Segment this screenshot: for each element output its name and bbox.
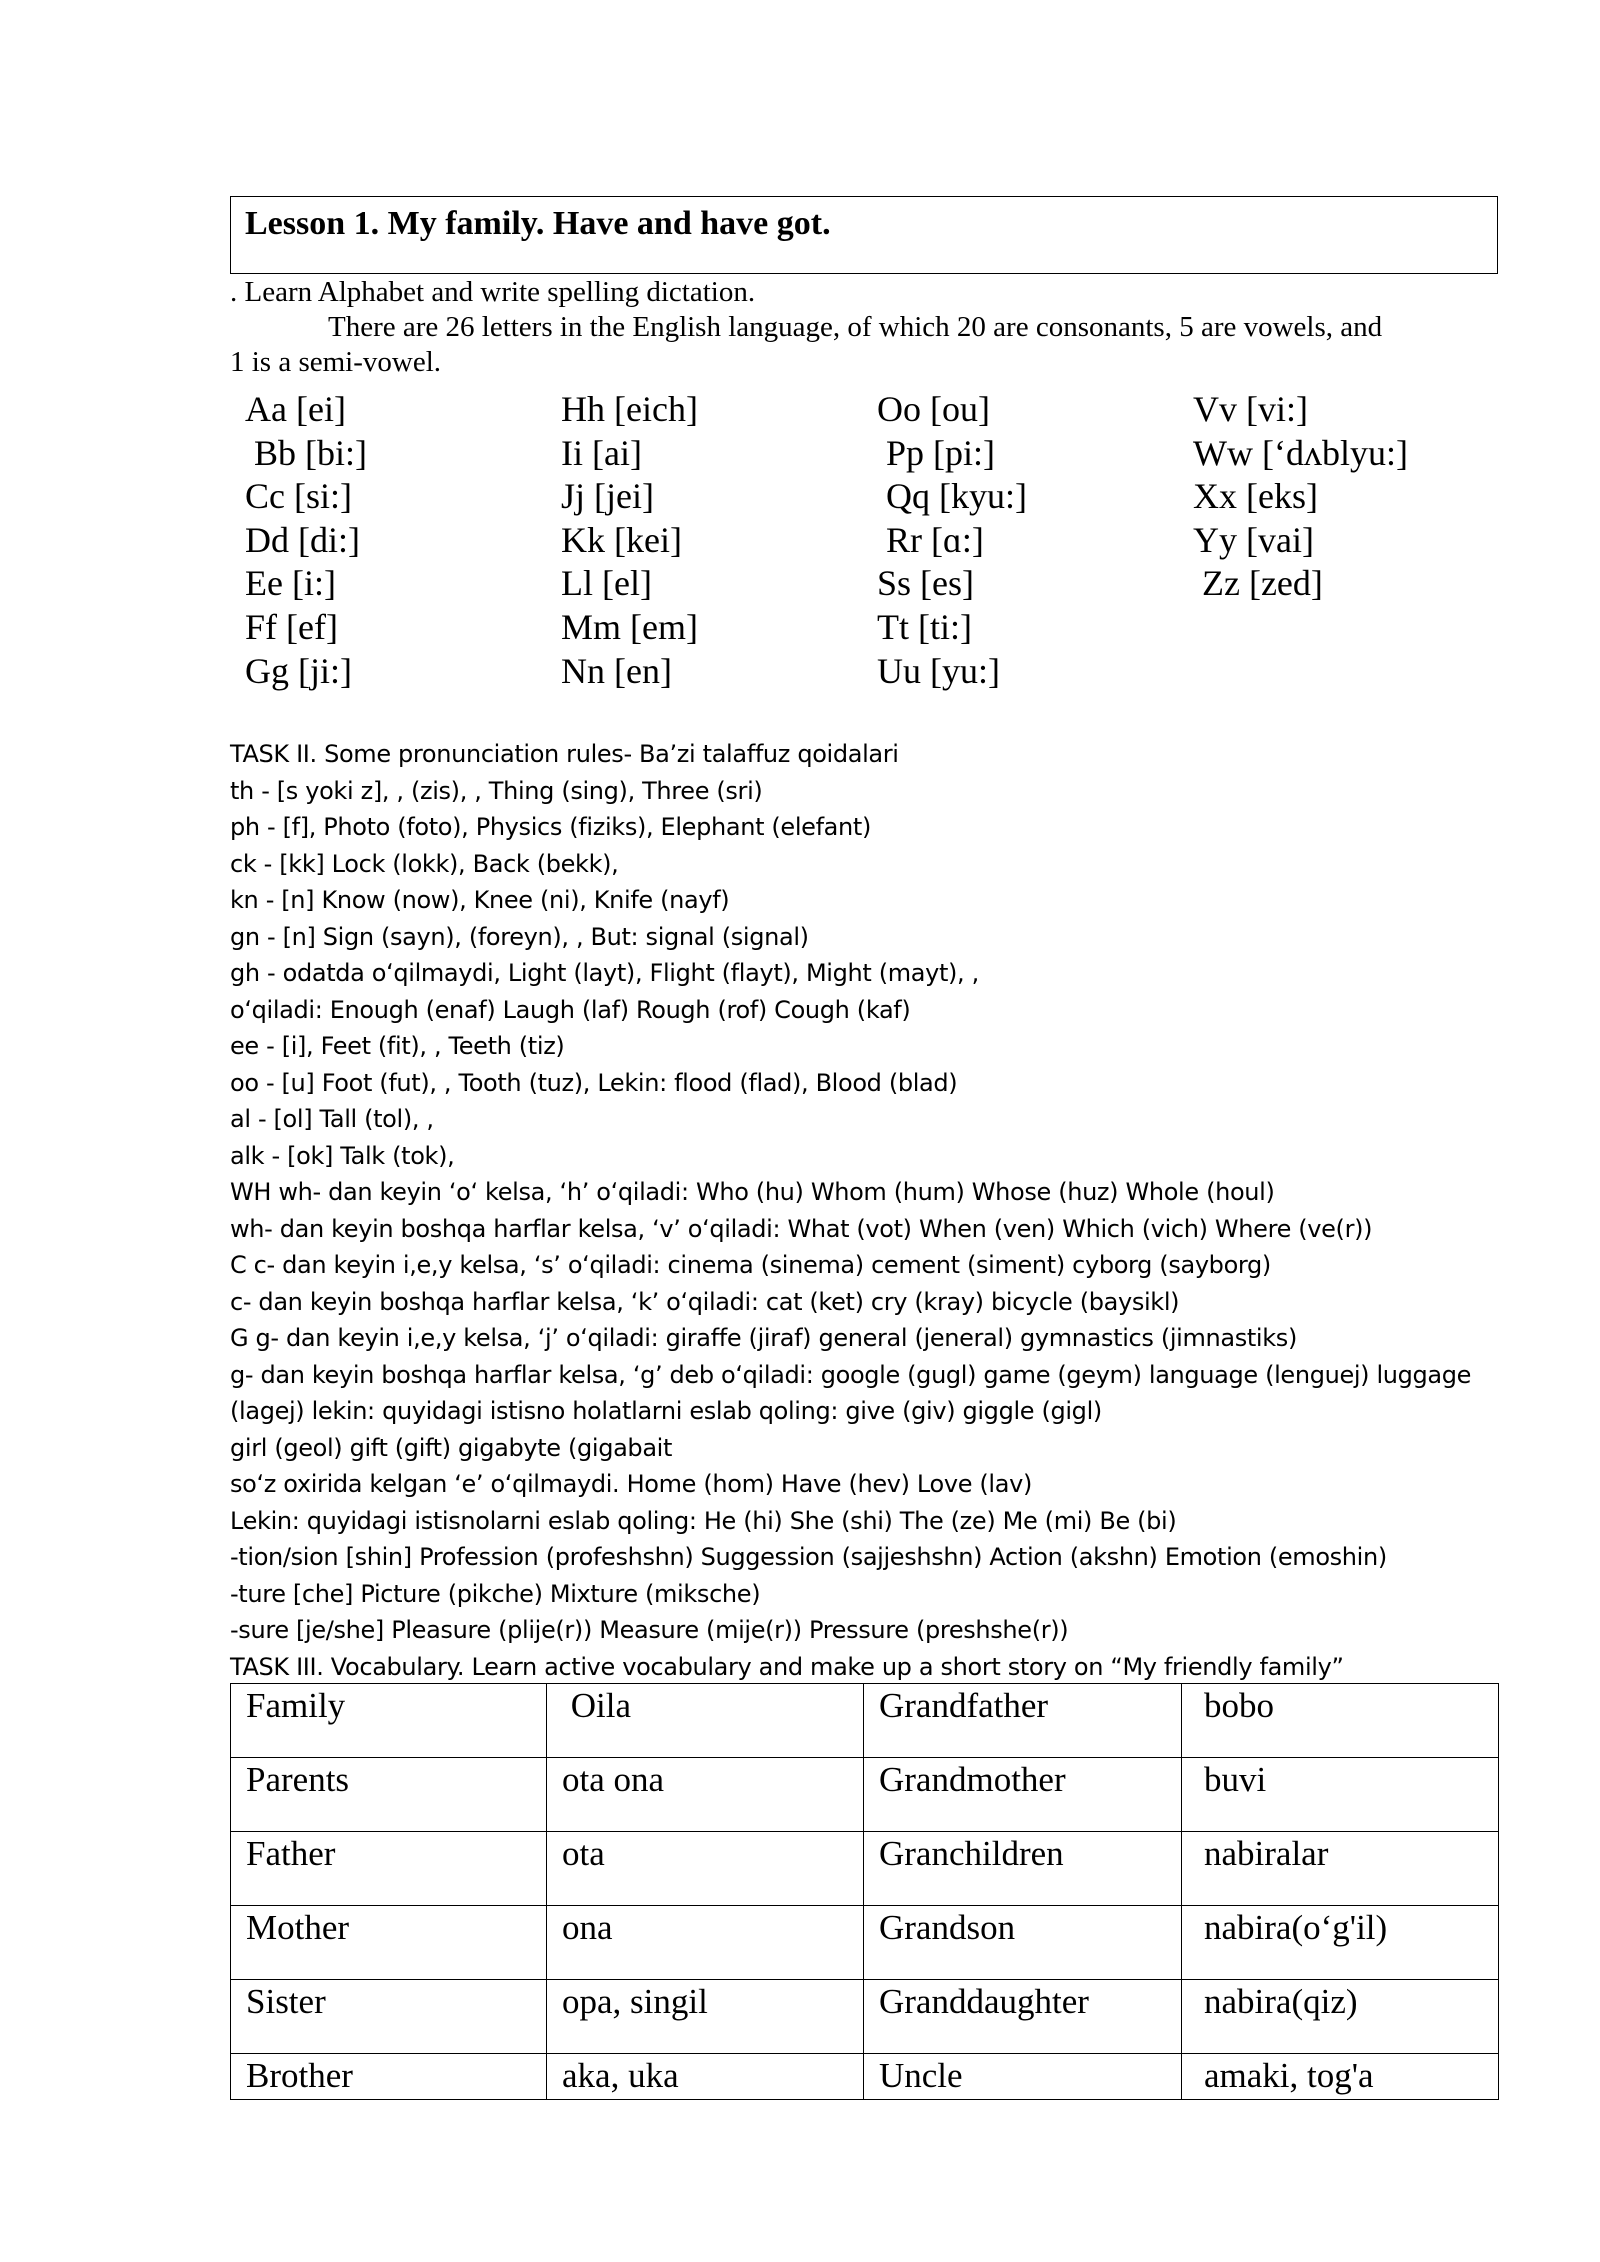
alphabet-column-1 bbox=[245, 388, 367, 693]
alphabet-letter: Mm [em] bbox=[561, 606, 698, 647]
vocab-cell: Mother bbox=[231, 1906, 547, 1980]
table-row bbox=[231, 2054, 1499, 2100]
vocab-cell: Grandson bbox=[864, 1906, 1182, 1980]
rule-line: kn - [n] Know (now), Knee (ni), Knife (nayf) bbox=[230, 886, 730, 914]
rule-line: ee - [i], Feet (fit), , Teeth (tiz) bbox=[230, 1032, 565, 1060]
vocab-cell: Brother bbox=[231, 2054, 547, 2100]
intro-instruction: . Learn Alphabet and write spelling dictation. bbox=[230, 276, 756, 308]
vocab-cell: Uncle bbox=[864, 2054, 1182, 2100]
pronunciation-rules bbox=[230, 736, 1520, 1685]
alphabet-letter: Kk [kei] bbox=[561, 519, 682, 560]
alphabet-letter: Zz [zed] bbox=[1193, 563, 1323, 604]
rule-line: ph - [f], Photo (foto), Physics (fiziks), Elephant (elefant) bbox=[230, 813, 871, 841]
alphabet-letter: Jj [jei] bbox=[561, 476, 654, 517]
alphabet-column-4 bbox=[1193, 388, 1408, 606]
alphabet-letter: Uu [yu:] bbox=[877, 650, 1000, 691]
table-row bbox=[231, 1758, 1499, 1832]
vocab-cell: nabiralar bbox=[1182, 1832, 1499, 1906]
alphabet-letter: Vv [vi:] bbox=[1193, 389, 1308, 429]
alphabet-letter: Ss [es] bbox=[877, 563, 974, 604]
alphabet-letter: Ff [ef] bbox=[245, 606, 338, 647]
rule-line: ck - [kk] Lock (lokk), Back (bekk), bbox=[230, 849, 619, 878]
alphabet-column-2 bbox=[561, 388, 698, 693]
alphabet-letter: Qq [kyu:] bbox=[877, 476, 1027, 517]
vocab-cell: bobo bbox=[1182, 1684, 1499, 1758]
rule-line: C c- dan keyin i,e,y kelsa, ‘s’ oʻqiladi: cinema (sinema) cement (siment) cyborg (sayborg) bbox=[230, 1251, 1271, 1279]
intro-letters-count: There are 26 letters in the English language, of which 20 are consonants, 5 are vowels, and bbox=[328, 311, 1383, 343]
rule-line: (lagej) lekin: quyidagi istisno holatlarni eslab qoling: give (giv) giggle (gigl) bbox=[230, 1397, 1102, 1425]
vocab-cell: amaki, tog'a bbox=[1182, 2054, 1499, 2100]
alphabet-letter: Ll [el] bbox=[561, 563, 652, 604]
vocab-cell: opa, singil bbox=[547, 1980, 864, 2054]
alphabet-letter: Ii [ai] bbox=[561, 432, 642, 473]
alphabet-letter: Xx [eks] bbox=[1193, 476, 1318, 517]
alphabet-letter: Yy [vai] bbox=[1193, 519, 1314, 560]
vocab-cell: Grandmother bbox=[864, 1758, 1182, 1832]
vocab-cell: Granchildren bbox=[864, 1832, 1182, 1906]
vocab-cell: ota ona bbox=[547, 1758, 864, 1832]
vocabulary-table bbox=[230, 1683, 1499, 2100]
table-row bbox=[231, 1832, 1499, 1906]
rule-line: soʻz oxirida kelgan ‘e’ oʻqilmaydi. Home (hom) Have (hev) Love (lav) bbox=[230, 1470, 1032, 1498]
rule-line: -ture [che] Picture (pikche) Mixture (miksche) bbox=[230, 1579, 761, 1608]
vocab-cell: Granddaughter bbox=[864, 1980, 1182, 2054]
alphabet-letter: Ww [‘dʌblyu:] bbox=[1193, 432, 1408, 473]
vocab-cell: aka, uka bbox=[547, 2054, 864, 2100]
vocab-cell: Sister bbox=[231, 1980, 547, 2054]
alphabet-letter: Pp [pi:] bbox=[877, 432, 996, 473]
alphabet-letter: Aa [ei] bbox=[245, 389, 346, 429]
lesson-title-box bbox=[230, 196, 1498, 274]
alphabet-letter: Bb [bi:] bbox=[245, 432, 367, 473]
intro-semivowel: 1 is a semi-vowel. bbox=[230, 346, 442, 378]
task-2-heading: TASK II. Some pronunciation rules- Ba’zi talaffuz qoidalari bbox=[230, 740, 899, 768]
rule-line: -tion/sion [shin] Profession (profeshshn) Suggession (sajjeshshn) Action (akshn) Emotion (emoshin) bbox=[230, 1543, 1387, 1571]
vocab-cell: Parents bbox=[231, 1758, 547, 1832]
alphabet-letter: Tt [ti:] bbox=[877, 606, 972, 647]
vocab-cell: nabira(qiz) bbox=[1182, 1980, 1499, 2054]
alphabet-letter: Nn [en] bbox=[561, 650, 672, 691]
alphabet-letter: Gg [ji:] bbox=[245, 650, 352, 691]
vocab-cell: buvi bbox=[1182, 1758, 1499, 1832]
vocab-cell: Father bbox=[231, 1832, 547, 1906]
alphabet-letter: Cc [si:] bbox=[245, 476, 352, 517]
vocab-cell: ona bbox=[547, 1906, 864, 1980]
rule-line: G g- dan keyin i,e,y kelsa, ‘j’ oʻqiladi: giraffe (jiraf) general (jeneral) gymnastics (jimnastiks) bbox=[230, 1324, 1297, 1352]
alphabet-letter: Ee [i:] bbox=[245, 563, 336, 604]
alphabet-letter: Oo [ou] bbox=[877, 389, 990, 429]
rule-line: alk - [ok] Talk (tok), bbox=[230, 1141, 455, 1170]
alphabet-letter: Dd [di:] bbox=[245, 519, 360, 560]
lesson-title: Lesson 1. My family. Have and have got. bbox=[245, 205, 831, 242]
rule-line: gn - [n] Sign (sayn), (foreyn), , But: signal (signal) bbox=[230, 922, 809, 951]
table-row bbox=[231, 1684, 1499, 1758]
rule-line: g- dan keyin boshqa harflar kelsa, ‘g’ deb oʻqiladi: google (gugl) game (geym) language (lenguej) luggage bbox=[230, 1360, 1472, 1389]
rule-line: WH wh- dan keyin ‘o‘ kelsa, ‘h’ oʻqiladi: Who (hu) Whom (hum) Whose (huz) Whole (houl) bbox=[230, 1178, 1275, 1206]
rule-line: al - [ol] Tall (tol), , bbox=[230, 1105, 434, 1133]
vocab-cell: ota bbox=[547, 1832, 864, 1906]
table-row bbox=[231, 1980, 1499, 2054]
alphabet-column-3 bbox=[877, 388, 1027, 693]
alphabet-letter: Rr [ɑ:] bbox=[877, 519, 984, 560]
alphabet-letter: Hh [eich] bbox=[561, 389, 698, 429]
rule-line: c- dan keyin boshqa harflar kelsa, ‘k’ oʻqiladi: cat (ket) cry (kray) bicycle (baysikl) bbox=[230, 1287, 1180, 1316]
rule-line: wh- dan keyin boshqa harflar kelsa, ‘v’ oʻqiladi: What (vot) When (ven) Which (vich) Where (ve(r)) bbox=[230, 1214, 1373, 1243]
rule-line: oʻqiladi: Enough (enaf) Laugh (laf) Rough (rof) Cough (kaf) bbox=[230, 995, 911, 1024]
rule-line: Lekin: quyidagi istisnolarni eslab qoling: He (hi) She (shi) The (ze) Me (mi) Be (bi) bbox=[230, 1506, 1177, 1535]
rule-line: gh - odatda oʻqilmaydi, Light (layt), Flight (flayt), Might (mayt), , bbox=[230, 959, 979, 987]
task-3-heading: TASK III. Vocabulary. Learn active vocabulary and make up a short story on “My friendly family” bbox=[230, 1652, 1344, 1681]
rule-line: girl (geol) gift (gift) gigabyte (gigabait bbox=[230, 1433, 673, 1462]
vocab-cell: Grandfather bbox=[864, 1684, 1182, 1758]
rule-line: -sure [je/she] Pleasure (plije(r)) Measure (mije(r)) Pressure (preshshe(r)) bbox=[230, 1616, 1069, 1644]
rule-line: th - [s yoki z], , (zis), , Thing (sing), Three (sri) bbox=[230, 776, 763, 805]
vocab-cell: nabira(o‘g'il) bbox=[1182, 1906, 1499, 1980]
vocab-cell: Family bbox=[231, 1684, 547, 1758]
rule-line: oo - [u] Foot (fut), , Tooth (tuz), Lekin: flood (flad), Blood (blad) bbox=[230, 1068, 958, 1097]
table-row bbox=[231, 1906, 1499, 1980]
vocab-cell: Oila bbox=[547, 1684, 864, 1758]
